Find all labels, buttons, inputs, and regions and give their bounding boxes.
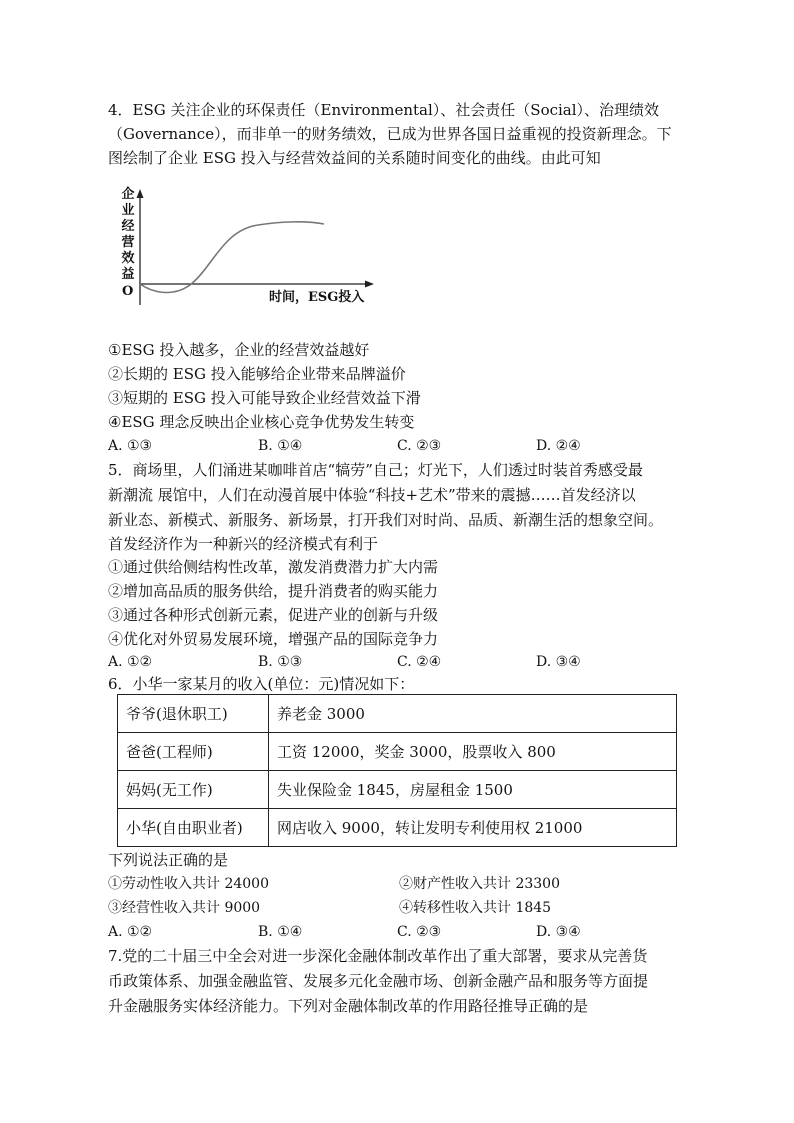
y-axis-arrow	[137, 189, 144, 198]
q6-option-a: A. ①②	[108, 924, 153, 940]
q5-option-a: A. ①②	[108, 654, 153, 670]
y-axis-label-char-5: 效	[121, 251, 135, 266]
q5-statement-1: ①通过供给侧结构性改革，激发消费潜力扩大内需	[108, 558, 439, 576]
q5-option-c: C. ②④	[397, 654, 442, 670]
x-axis-arrow	[365, 281, 374, 288]
income-cell: 工资 12000，奖金 3000，股票收入 800	[269, 733, 677, 771]
q5-text-line-3: 新业态、新模式、新服务、新场景，打开我们对时尚、品质、新潮生活的想象空间。	[108, 511, 664, 529]
q4-option-c: C. ②③	[397, 438, 442, 454]
table-row	[118, 809, 677, 847]
q5-option-d: D. ③④	[536, 654, 581, 670]
q5-text-line-4: 首发经济作为一种新兴的经济模式有利于	[108, 535, 379, 553]
table-row	[118, 695, 677, 733]
table-row	[118, 771, 677, 809]
origin-label: O	[122, 284, 134, 299]
y-axis-label-char-2: 业	[121, 203, 135, 218]
q7-text-line-2: 币政策体系、加强金融监管、发展多元化金融市场、创新金融产品和服务等方面提	[108, 972, 649, 990]
q5-statement-2: ②增加高品质的服务供给，提升消费者的购买能力	[108, 582, 439, 600]
q5-option-b: B. ①③	[258, 654, 303, 670]
q6-intro: 6．小华一家某月的收入(单位：元)情况如下：	[108, 675, 415, 693]
q4-text-line-2: （Governance），而非单一的财务绩效，已成为世界各国日益重视的投资新理念。下	[108, 125, 672, 143]
q6-statement-4: ④转移性收入共计 1845	[399, 900, 552, 916]
q4-text-line-1: 4．ESG 关注企业的环保责任（Environmental）、社会责任（Social）、治理绩效	[108, 101, 660, 119]
member-cell: 爸爸(工程师)	[118, 733, 269, 771]
q6-statement-3: ③经营性收入共计 9000	[108, 900, 261, 916]
member-cell: 爷爷(退休职工)	[118, 695, 269, 733]
q7-text-line-1: 7.党的二十届三中全会对进一步深化金融体制改革作出了重大部署，要求从完善货	[108, 947, 648, 965]
q4-statement-1: ①ESG 投入越多，企业的经营效益越好	[108, 341, 370, 359]
q4-statement-2: ②长期的 ESG 投入能够给企业带来品牌溢价	[108, 365, 406, 383]
esg-benefit-curve	[140, 222, 324, 293]
q4-text-line-3: 图绘制了企业 ESG 投入与经营效益间的关系随时间变化的曲线。由此可知	[108, 149, 601, 167]
q6-statement-1: ①劳动性收入共计 24000	[108, 876, 269, 892]
y-axis-label-char-6: 益	[121, 267, 135, 282]
income-cell: 网店收入 9000，转让发明专利使用权 21000	[269, 809, 677, 847]
q6-option-c: C. ②③	[397, 924, 442, 940]
q5-text-line-2: 新潮流 展馆中，人们在动漫首展中体验“科技+艺术”带来的震撼……首发经济以	[108, 486, 636, 504]
y-axis-label-char-1: 企	[121, 187, 135, 202]
x-axis-label: 时间，ESG投入	[269, 290, 365, 305]
q6-question: 下列说法正确的是	[108, 851, 229, 869]
q6-option-b: B. ①④	[258, 924, 303, 940]
member-cell: 妈妈(无工作)	[118, 771, 269, 809]
q4-option-b: B. ①④	[258, 438, 303, 454]
table-row	[118, 733, 677, 771]
member-cell: 小华(自由职业者)	[118, 809, 269, 847]
q4-statement-3: ③短期的 ESG 投入可能导致企业经营效益下滑	[108, 389, 421, 407]
income-cell: 养老金 3000	[269, 695, 677, 733]
q5-statement-4: ④优化对外贸易发展环境，增强产品的国际竞争力	[108, 630, 439, 648]
y-axis-label-char-4: 营	[121, 235, 135, 250]
q6-statement-2: ②财产性收入共计 23300	[399, 876, 560, 892]
income-cell: 失业保险金 1845，房屋租金 1500	[269, 771, 677, 809]
q4-option-d: D. ②④	[536, 438, 581, 454]
q7-text-line-3: 升金融服务实体经济能力。下列对金融体制改革的作用路径推导正确的是	[108, 997, 589, 1015]
q5-text-line-1: 5．商场里，人们涌进某咖啡首店“犒劳”自己；灯光下，人们透过时装首秀感受最	[108, 461, 643, 479]
q4-option-a: A. ①③	[108, 438, 153, 454]
q5-statement-3: ③通过各种形式创新元素，促进产业的创新与升级	[108, 606, 439, 624]
income-table	[117, 694, 677, 847]
q4-statement-4: ④ESG 理念反映出企业核心竞争优势发生转变	[108, 413, 415, 431]
y-axis-label-char-3: 经	[121, 219, 135, 234]
q6-option-d: D. ③④	[536, 924, 581, 940]
